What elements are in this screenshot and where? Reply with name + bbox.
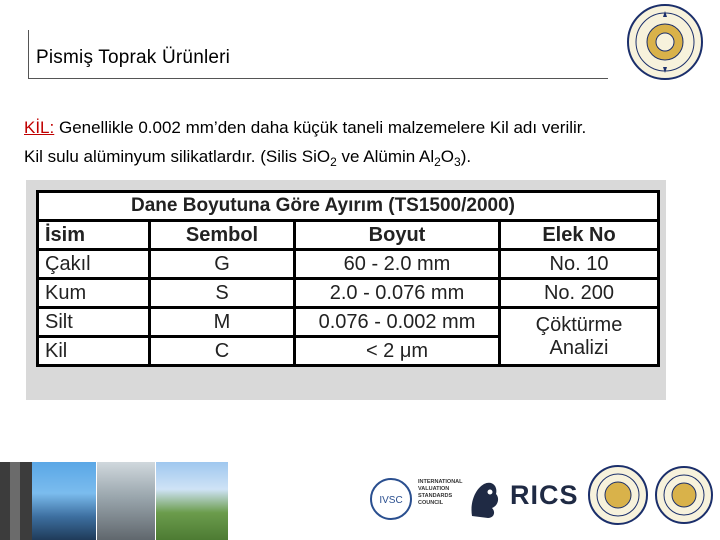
line2-part-a: Kil sulu alüminyum silikatlardır. (Silis SiO [24,147,331,166]
cell-size: < 2 μm [295,337,500,366]
soil-classification-table [36,190,660,367]
header-sieve: Elek No [500,221,659,250]
line2-part-b: ve Alümin Al [336,147,435,166]
cell-size: 0.076 - 0.002 mm [295,308,500,337]
ivsc-logo-icon [368,476,414,522]
ivsc-line-1: INTERNATIONAL [418,479,463,485]
paragraph-line-1 [24,113,714,142]
table-row [38,308,659,337]
ivsc-logo-text: IVSC [379,495,403,506]
header-symbol: Sembol [150,221,295,250]
cell-size: 60 - 2.0 mm [295,250,500,279]
cell-name: Çakıl [38,250,150,279]
cell-name: Kil [38,337,150,366]
table-header-row [38,221,659,250]
rics-wordmark: RICS [510,480,579,510]
ivsc-line-3: STANDARDS [418,493,453,499]
slide-title: Pismiş Toprak Ürünleri [36,47,231,68]
cell-symbol: C [150,337,295,366]
table-caption: Dane Boyutuna Göre Ayırım (TS1500/2000) [38,192,659,221]
university-seal-icon [626,3,704,81]
countryside-image [156,462,228,540]
cell-sieve-merged: Çöktürme Analizi [500,308,659,366]
university-seal-icon [587,464,649,526]
cell-sieve: No. 200 [500,279,659,308]
skyscraper-image [97,462,155,540]
ivsc-caption [418,479,463,507]
title-underline [28,78,608,79]
subscript-2b: 2 [434,155,441,169]
cell-name: Silt [38,308,150,337]
ivsc-line-4: COUNCIL [418,500,444,506]
subscript-2a: 2 [330,155,337,169]
cell-symbol: M [150,308,295,337]
title-vertical-rule [28,30,29,79]
paragraph-line-2 [24,142,714,177]
ivsc-line-2: VALUATION [418,486,450,492]
cell-symbol: S [150,279,295,308]
cell-size: 2.0 - 0.076 mm [295,279,500,308]
header-size: Boyut [295,221,500,250]
table-row [38,279,659,308]
cell-sieve: No. 10 [500,250,659,279]
subscript-3: 3 [454,155,461,169]
cell-symbol: G [150,250,295,279]
cell-name: Kum [38,279,150,308]
city-skyline-image [32,462,96,540]
table-row [38,250,659,279]
soil-classification-table-frame [26,180,666,400]
footer-accent-strip [10,462,20,540]
university-seal-icon [654,464,714,526]
line2-part-d: ). [460,147,472,166]
paragraph-line-1-text: Genellikle 0.002 mm’den daha küçük taneli malzemelere Kil adı verilir. [54,118,587,137]
kil-term: KİL: [24,118,55,137]
rics-lion-icon [466,476,504,522]
header-name: İsim [38,221,150,250]
line2-part-c: O [440,147,455,166]
body-paragraph [24,113,714,177]
